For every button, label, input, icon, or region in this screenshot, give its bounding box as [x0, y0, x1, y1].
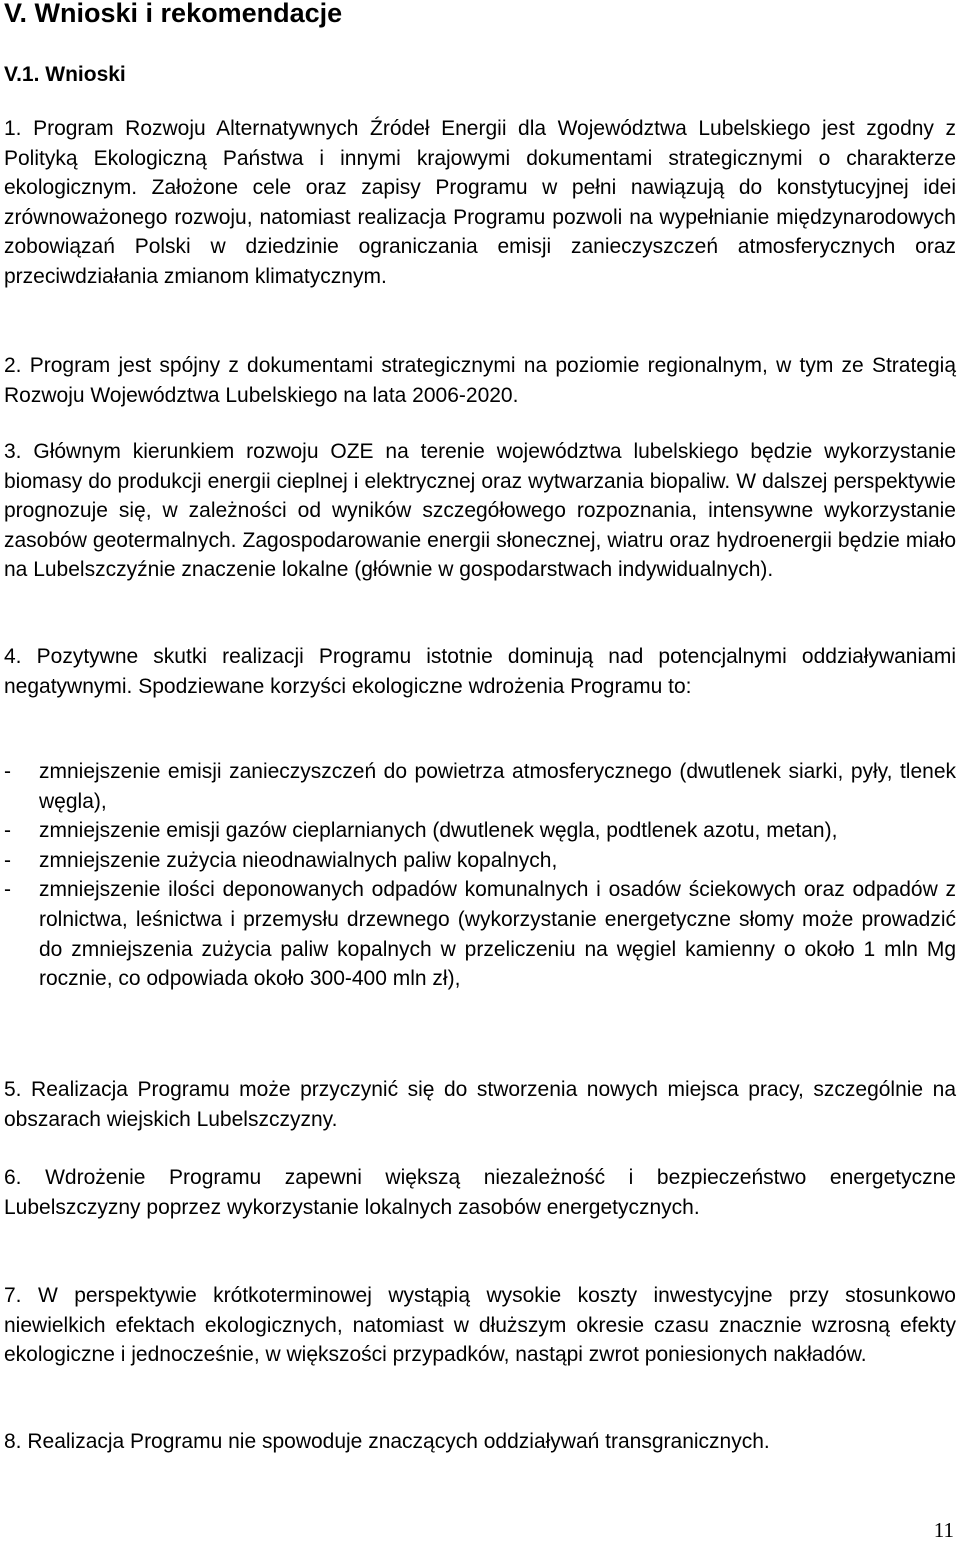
- conclusion-paragraph-8: 8. Realizacja Programu nie spowoduje znaczących oddziaływań transgranicznych.: [4, 1430, 770, 1453]
- bullet-marker: -: [4, 760, 11, 783]
- section-heading: V. Wnioski i rekomendacje: [4, 0, 343, 28]
- conclusion-paragraph-7: 7. W perspektywie krótkoterminowej wystąpią wysokie koszty inwestycyjne przy stosunkowo niewielkich efektach ekologicznych, natomiast w dłuższym okresie czasu znacznie wzrosną efekty ekologiczne i jednocześnie, w większości przypadków, nastąpi zwrot poniesionych nakładów.: [4, 1284, 956, 1367]
- conclusion-paragraph-1: 1. Program Rozwoju Alternatywnych Źródeł Energii dla Województwa Lubelskiego jest zgodny z Polityką Ekologiczną Państwa i innymi krajowymi dokumentami strategicznymi o charakterze ekologicznym. Założone cele oraz zapisy Programu w pełni nawiązują do konstytucyjnej idei zrównoważonego rozwoju, natomiast realizacja Programu pozwoli na wypełnianie międzynarodowych zobowiązań Polski w dziedzinie ograniczania emisji zanieczyszczeń atmosferycznych oraz przeciwdziałania zmianom klimatycznym.: [4, 117, 956, 288]
- list-item-text: zmniejszenie ilości deponowanych odpadów komunalnych i osadów ściekowych oraz odpadów z rolnictwa, leśnictwa i przemysłu drzewnego (wykorzystanie energetyczne słomy może prowadzić do zmniejszenia zużycia paliw kopalnych w przeliczeniu na węgiel kamienny o około 1 mln Mg rocznie, co odpowiada około 300-400 mln zł),: [39, 878, 956, 991]
- list-item-text: zmniejszenie zużycia nieodnawialnych paliw kopalnych,: [39, 848, 558, 872]
- list-item-text: zmniejszenie emisji zanieczyszczeń do powietrza atmosferycznego (dwutlenek siarki, pyły, tlenek węgla),: [39, 760, 956, 813]
- benefits-list: [4, 757, 956, 994]
- list-item: [4, 816, 956, 846]
- conclusion-paragraph-6: 6. Wdrożenie Programu zapewni większą niezależność i bezpieczeństwo energetyczne Lubelszczyzny poprzez wykorzystanie lokalnych zasobów energetycznych.: [4, 1166, 956, 1219]
- bullet-marker: -: [4, 878, 11, 902]
- conclusion-paragraph-4: 4. Pozytywne skutki realizacji Programu istotnie dominują nad potencjalnymi oddziaływaniami negatywnymi. Spodziewane korzyści ekologiczne wdrożenia Programu to:: [4, 645, 956, 698]
- list-item: [4, 846, 956, 876]
- conclusion-paragraph-5: 5. Realizacja Programu może przyczynić się do stworzenia nowych miejsca pracy, szczególnie na obszarach wiejskich Lubelszczyzny.: [4, 1078, 956, 1131]
- list-item: [4, 875, 956, 993]
- list-item: [4, 757, 956, 816]
- list-item-text: zmniejszenie emisji gazów cieplarnianych (dwutlenek węgla, podtlenek azotu, metan),: [39, 819, 838, 843]
- subsection-heading: V.1. Wnioski: [4, 63, 126, 86]
- bullet-marker: -: [4, 848, 11, 872]
- page-number: 11: [933, 1518, 954, 1542]
- conclusion-paragraph-3: 3. Głównym kierunkiem rozwoju OZE na terenie województwa lubelskiego będzie wykorzystanie biomasy do produkcji energii cieplnej i elektrycznej oraz wytwarzania biopaliw. W dalszej perspektywie prognozuje się, w zależności od wyników szczegółowego rozpoznania, intensywne wykorzystanie zasobów geotermalnych. Zagospodarowanie energii słonecznej, wiatru oraz hydroenergii będzie miało na Lubelszczyźnie znaczenie lokalne (głównie w gospodarstwach indywidualnych).: [4, 440, 956, 582]
- bullet-marker: -: [4, 819, 11, 843]
- conclusion-paragraph-2: 2. Program jest spójny z dokumentami strategicznymi na poziomie regionalnym, w tym ze Strategią Rozwoju Województwa Lubelskiego na lata 2006-2020.: [4, 354, 956, 407]
